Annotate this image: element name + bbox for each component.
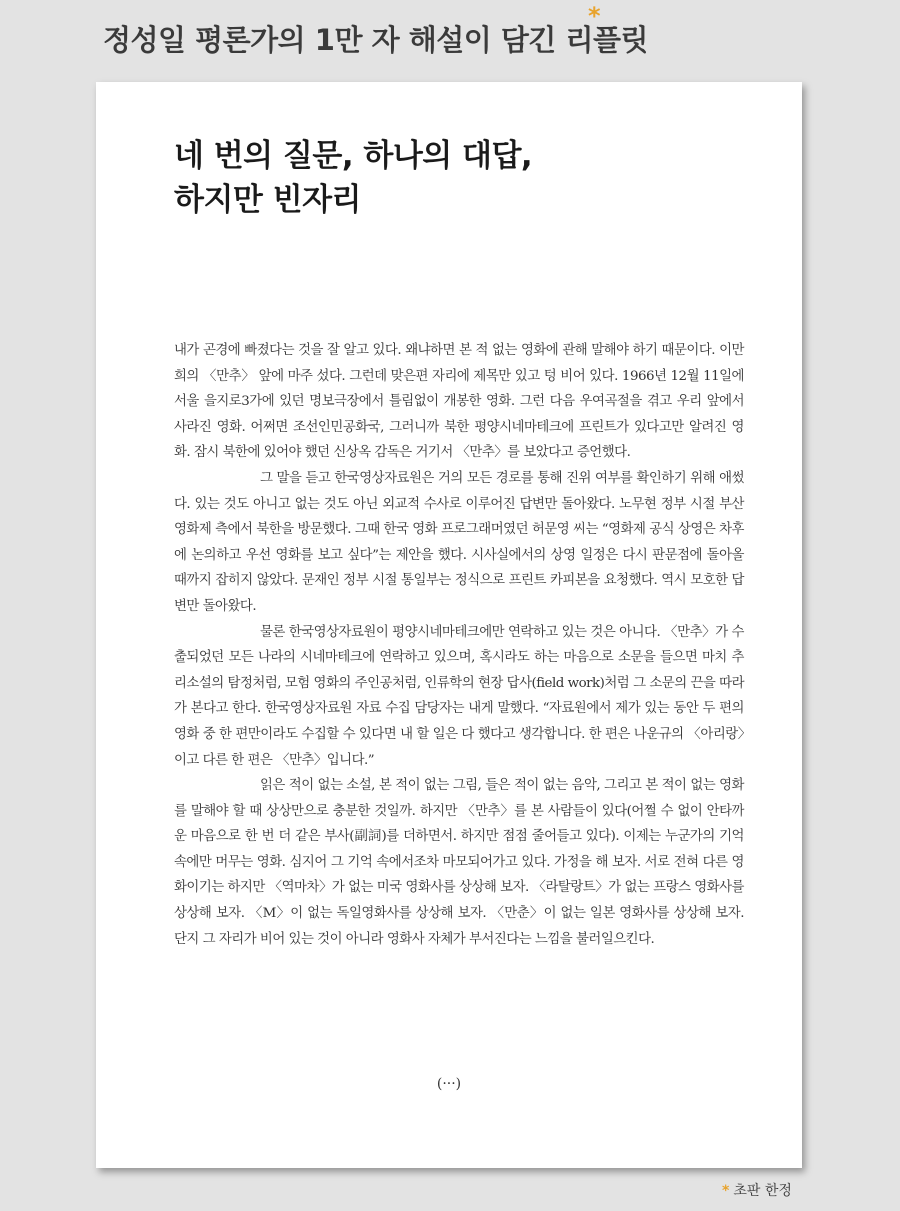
asterisk-mark: * bbox=[722, 1183, 730, 1199]
page-title-line: 네 번의 질문, 하나의 대답, bbox=[174, 138, 533, 174]
page-title bbox=[174, 134, 532, 222]
paragraph: 물론 한국영상자료원이 평양시네마테크에만 연락하고 있는 것은 아니다. 〈만추〉가 수출되었던 모든 나라의 시네마테크에 연락하고 있으며, 혹시라도 하는 마음으로 소문을 들으면 마치 추리소설의 탐정처럼, 모험 영화의 주인공처럼, 인류학의 현장 답사(field work)처럼 그 소문의 끈을 따라가 본다고 한다. 한국영상자료원 자료 수집 담당자는 내게 말했다. “자료원에서 제가 있는 동안 두 편의 영화 중 한 편만이라도 수집할 수 있다면 내 할 일은 다 했다고 생각합니다. 한 편은 나운규의 〈아리랑〉이고 다른 한 편은 〈만추〉입니다.” bbox=[174, 624, 744, 768]
paragraph: 읽은 적이 없는 소설, 본 적이 없는 그림, 들은 적이 없는 음악, 그리고 본 적이 없는 영화를 말해야 할 때 상상만으로 충분한 것일까. 하지만 〈만추〉를 본 사람들이 있다(어쩔 수 없이 안타까운 마음으로 한 번 더 같은 부사(副詞)를 더하면서. 하지만 점점 줄어들고 있다). 이제는 누군가의 기억 속에만 머무는 영화. 심지어 그 기억 속에서조차 마모되어가고 있다. 가정을 해 보자. 서로 전혀 다른 영화이기는 하지만 〈역마차〉가 없는 미국 영화사를 상상해 보자. 〈라탈랑트〉가 없는 프랑스 영화사를 상상해 보자. 〈M〉이 없는 독일영화사를 상상해 보자. 〈만춘〉이 없는 일본 영화사를 상상해 보자. 단지 그 자리가 비어 있는 것이 아니라 영화사 자체가 부서진다는 느낌을 불러일으킨다. bbox=[174, 778, 744, 947]
asterisk-mark: * bbox=[588, 2, 601, 30]
header-title: 정성일 평론가의 1만 자 해설이 담긴 리플릿 bbox=[103, 23, 648, 57]
continuation-ellipsis: (···) bbox=[436, 1076, 462, 1092]
paragraph: 내가 곤경에 빠졌다는 것을 잘 알고 있다. 왜냐하면 본 적 없는 영화에 관해 말해야 하기 때문이다. 이만희의 〈만추〉 앞에 마주 섰다. 그런데 맞은편 자리에 제목만 있고 텅 비어 있다. 1966년 12월 11일에 서울 을지로3가에 있던 명보극장에서 틀림없이 개봉한 영화. 그런 다음 우여곡절을 겪고 우리 앞에서 사라진 영화. 어쩌면 조선인민공화국, 그러니까 북한 평양시네마테크에 프린트가 있다고만 알려진 영화. 잠시 북한에 있어야 했던 신상옥 감독은 거기서 〈만추〉를 보았다고 증언했다. bbox=[174, 343, 744, 461]
article-body bbox=[174, 338, 744, 952]
page-title-line: 하지만 빈자리 bbox=[174, 182, 361, 218]
footnote bbox=[722, 1180, 792, 1200]
paragraph: 그 말을 듣고 한국영상자료원은 거의 모든 경로를 통해 진위 여부를 확인하기 위해 애썼다. 있는 것도 아니고 없는 것도 아닌 외교적 수사로 이루어진 답변만 돌아왔다. 노무현 정부 시절 부산영화제 측에서 북한을 방문했다. 그때 한국 영화 프로그래머였던 허문영 씨는 “영화제 공식 상영은 차후에 논의하고 우선 영화를 보고 싶다”는 제안을 했다. 시사실에서의 상영 일정은 다시 판문점에 돌아올 때까지 잡히지 않았다. 문재인 정부 시절 통일부는 정식으로 프린트 카피본을 요청했다. 역시 모호한 답변만 돌아왔다. bbox=[174, 470, 744, 614]
footnote-text: 초판 한정 bbox=[733, 1183, 792, 1199]
leaflet-page bbox=[96, 82, 802, 1168]
